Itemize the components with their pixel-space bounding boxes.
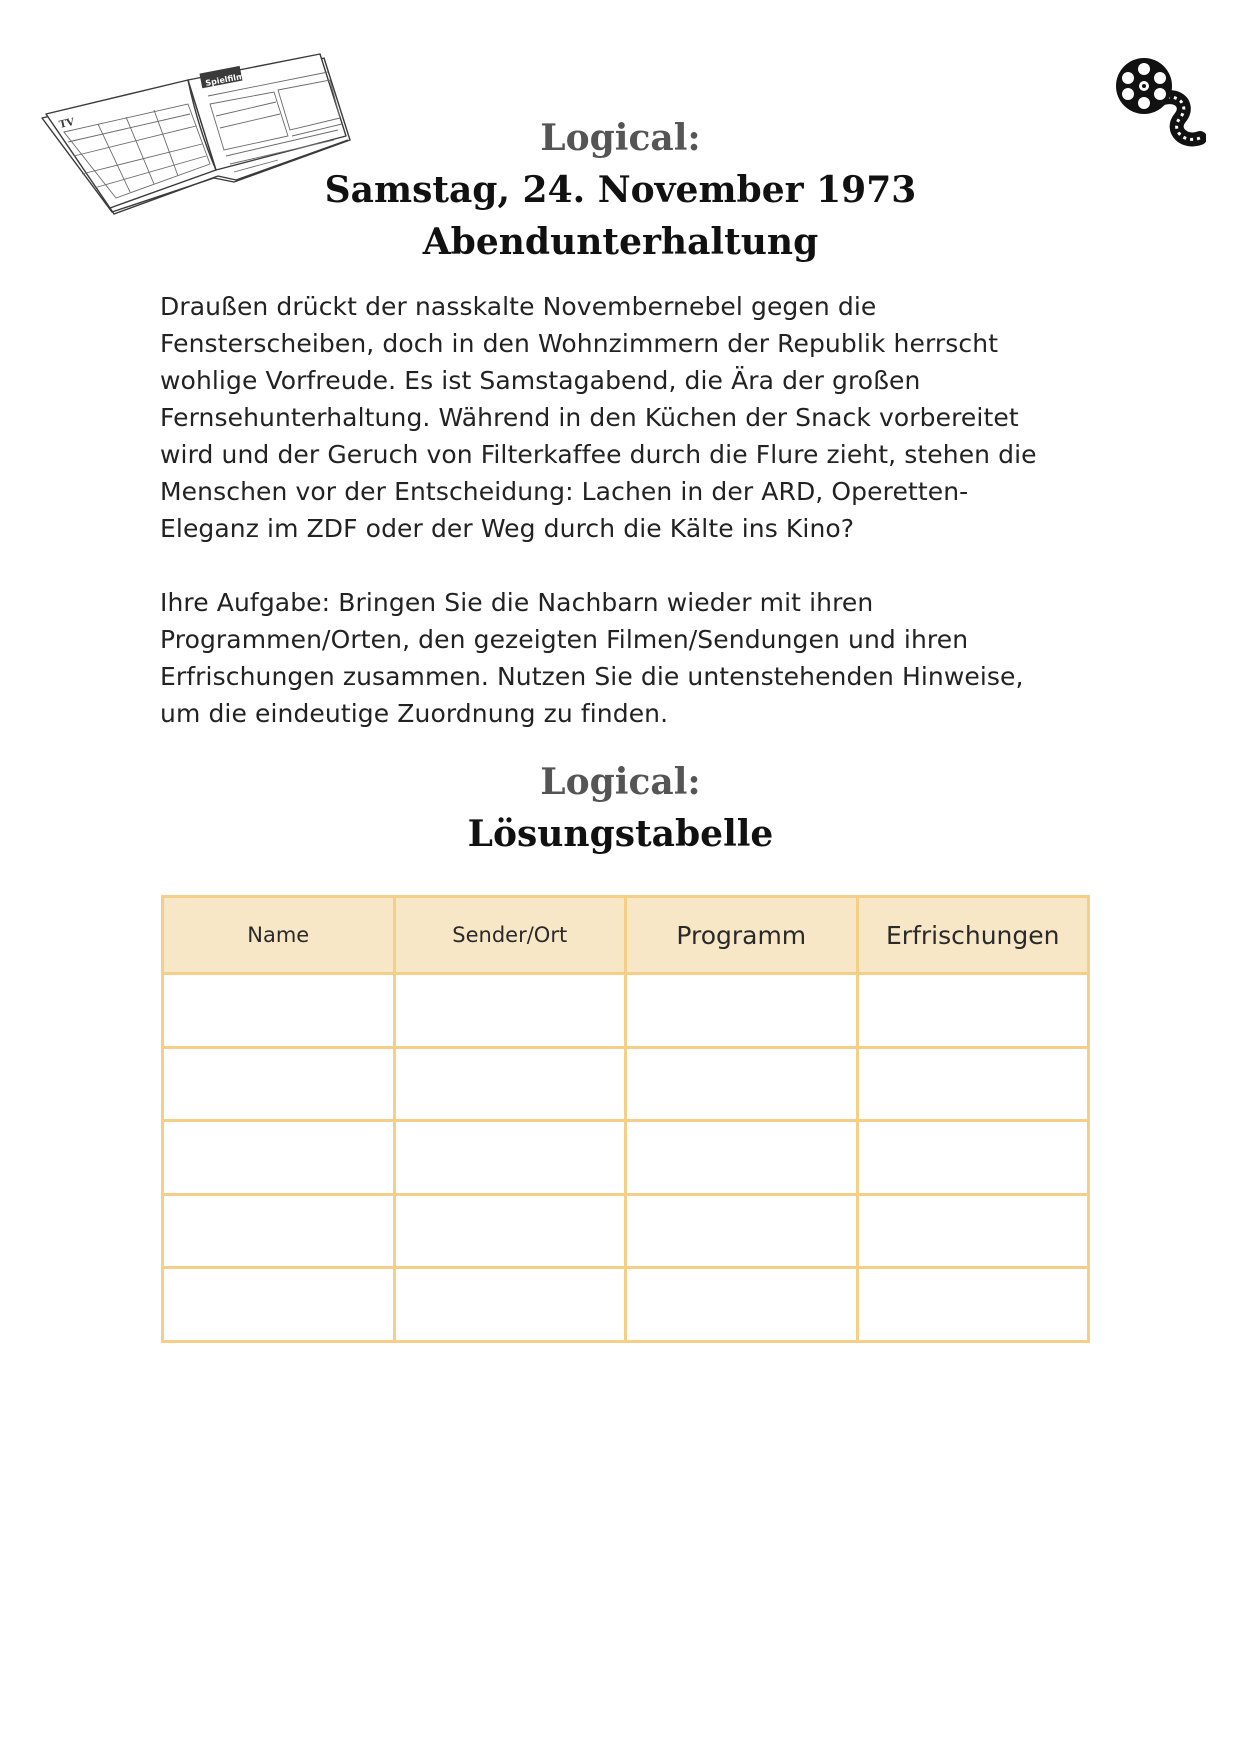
intro-line: Menschen vor der Entscheidung: Lachen in der ARD, Operetten-	[160, 477, 969, 506]
table-cell[interactable]	[857, 1047, 1089, 1121]
svg-text:Spielfilm: Spielfilm	[204, 71, 246, 88]
table-row	[163, 974, 1089, 1048]
task-line: Programmen/Orten, den gezeigten Filmen/Sendungen und ihren	[160, 625, 969, 654]
table-cell[interactable]	[626, 1268, 858, 1342]
table-cell[interactable]	[626, 1047, 858, 1121]
table-row	[163, 1268, 1089, 1342]
column-header-programm: Programm	[626, 897, 858, 974]
table-cell[interactable]	[163, 974, 395, 1048]
solution-section-label: Logical:	[540, 761, 701, 803]
solution-table-title: Lösungstabelle	[467, 813, 774, 855]
task-line: Ihre Aufgabe: Bringen Sie die Nachbarn wieder mit ihren	[160, 588, 874, 617]
column-header-name: Name	[163, 897, 395, 974]
intro-paragraph	[160, 288, 1100, 547]
table-cell[interactable]	[626, 1194, 858, 1268]
column-header-sender: Sender/Ort	[394, 897, 626, 974]
solution-table	[161, 895, 1090, 1343]
table-header-row	[163, 897, 1089, 974]
table-cell[interactable]	[394, 974, 626, 1048]
task-paragraph	[160, 584, 1100, 732]
intro-line: wohlige Vorfreude. Es ist Samstagabend, die Ära der großen	[160, 366, 921, 395]
table-cell[interactable]	[626, 1121, 858, 1195]
intro-line: wird und der Geruch von Filterkaffee durch die Flure zieht, stehen die	[160, 440, 1037, 469]
intro-line: Fernsehunterhaltung. Während in den Küchen der Snack vorbereitet	[160, 403, 1019, 432]
table-cell[interactable]	[163, 1268, 395, 1342]
table-row	[163, 1121, 1089, 1195]
table-cell[interactable]	[857, 974, 1089, 1048]
intro-line: Eleganz im ZDF oder der Weg durch die Kälte ins Kino?	[160, 514, 855, 543]
svg-text:TV: TV	[58, 116, 76, 131]
intro-line: Fensterscheiben, doch in den Wohnzimmern der Republik herrscht	[160, 329, 999, 358]
page-title: Abendunterhaltung	[422, 221, 819, 263]
table-row	[163, 1047, 1089, 1121]
table-cell[interactable]	[163, 1194, 395, 1268]
table-cell[interactable]	[626, 974, 858, 1048]
table-cell[interactable]	[857, 1268, 1089, 1342]
intro-line: Draußen drückt der nasskalte Novembernebel gegen die	[160, 292, 877, 321]
task-line: um die eindeutige Zuordnung zu finden.	[160, 699, 669, 728]
table-cell[interactable]	[857, 1121, 1089, 1195]
table-cell[interactable]	[394, 1121, 626, 1195]
table-cell[interactable]	[394, 1194, 626, 1268]
table-cell[interactable]	[857, 1194, 1089, 1268]
table-cell[interactable]	[394, 1047, 626, 1121]
table-cell[interactable]	[394, 1268, 626, 1342]
table-cell[interactable]	[163, 1047, 395, 1121]
table-row	[163, 1194, 1089, 1268]
date-heading: Samstag, 24. November 1973	[324, 169, 917, 211]
table-cell[interactable]	[163, 1121, 395, 1195]
section-label: Logical:	[540, 117, 701, 159]
column-header-erfrischungen: Erfrischungen	[857, 897, 1089, 974]
task-line: Erfrischungen zusammen. Nutzen Sie die untenstehenden Hinweise,	[160, 662, 1024, 691]
